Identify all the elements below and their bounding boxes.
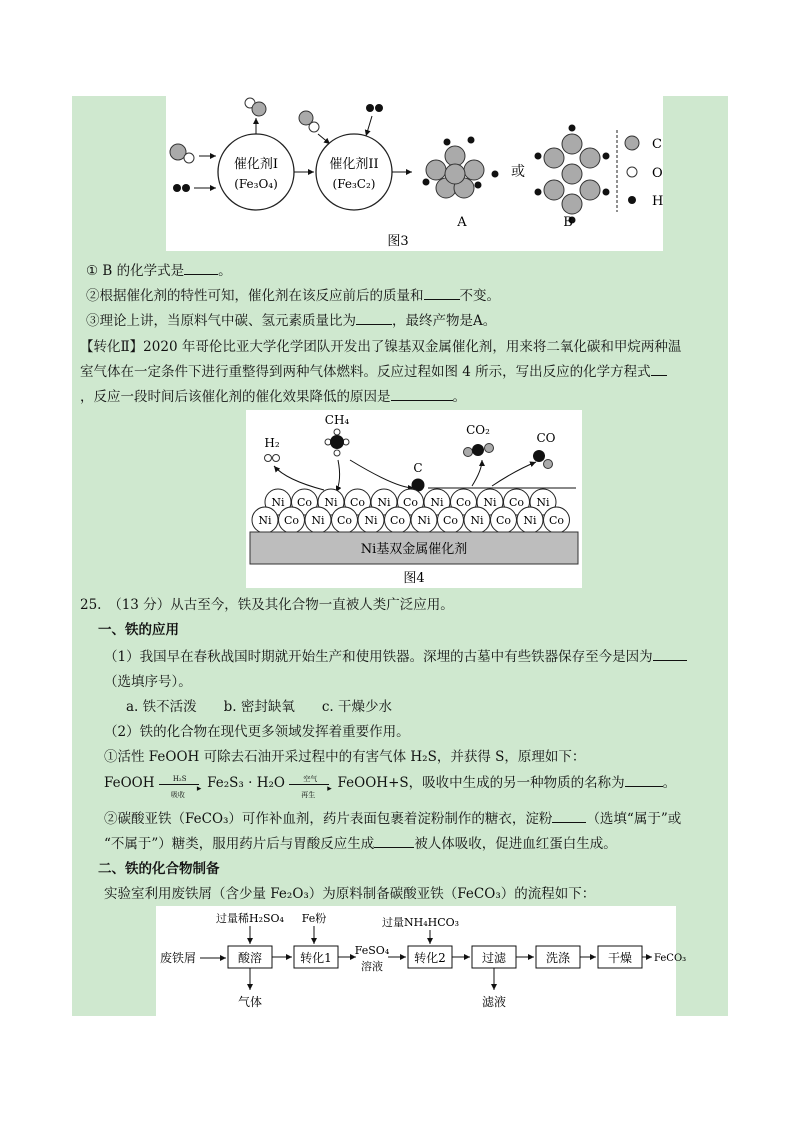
eq-fe2s3: Fe₂S₃ · H₂O bbox=[207, 775, 285, 791]
catalyst-atom-label-bottom-6: Ni bbox=[417, 514, 431, 527]
question-1-end: 。 bbox=[218, 263, 232, 279]
label-b: B bbox=[563, 215, 573, 230]
question-3 bbox=[86, 312, 496, 330]
eq-feooh: FeOOH bbox=[104, 775, 155, 791]
sub-question-1-text: （1）我国早在春秋战国时期就开始生产和使用铁器。深埋的古墓中有些铁器保存至今是因为 bbox=[104, 649, 653, 665]
answer-blank-reason[interactable] bbox=[391, 388, 453, 401]
catalyst-atom-label-top-0: Ni bbox=[271, 496, 285, 509]
catalyst-atom-label-top-1: Co bbox=[296, 496, 313, 509]
figure-3-caption: 图3 bbox=[387, 234, 409, 249]
flow-box-1-label: 酸溶 bbox=[237, 951, 263, 965]
sub-question-2-2-text-2: “不属于”）糖类，服用药片后与胃酸反应生成 bbox=[104, 836, 375, 852]
label-a: A bbox=[457, 215, 467, 230]
flow-box-4-label: 过滤 bbox=[481, 951, 507, 965]
catalyst-atom-label-top-9: Co bbox=[508, 496, 525, 509]
legend-o-label: O bbox=[652, 166, 663, 181]
flow-box-3-label: 转化2 bbox=[414, 951, 446, 965]
legend-c-icon bbox=[625, 136, 639, 150]
or-text: 或 bbox=[511, 164, 525, 180]
transformation-2-text-1: 【转化Ⅱ】2020 年哥伦比亚大学化学团队开发出了镍基双金属催化剂，用来将二氧化碳和甲烷两种温 bbox=[80, 339, 682, 355]
answer-blank-2[interactable] bbox=[424, 287, 460, 300]
ch4-label: CH₄ bbox=[324, 413, 350, 427]
co2-molecule bbox=[464, 444, 494, 457]
question-2-text: ②根据催化剂的特性可知，催化剂在该反应前后的质量和 bbox=[86, 288, 424, 304]
co-label: CO bbox=[536, 431, 556, 445]
figure-4-diagram bbox=[246, 410, 582, 588]
catalyst-atom-label-bottom-10: Ni bbox=[523, 514, 537, 527]
catalyst-atom-label-bottom-0: Ni bbox=[258, 514, 272, 527]
h2-label: H₂ bbox=[264, 436, 280, 450]
flow-diagram bbox=[156, 906, 687, 1016]
flow-mid-2: 溶液 bbox=[361, 960, 383, 973]
catalyst-1-circle bbox=[218, 134, 294, 210]
flow-start: 废铁屑 bbox=[160, 951, 197, 965]
catalyst-atom-label-top-3: Co bbox=[349, 496, 366, 509]
flow-reagent-1: 过量稀H₂SO₄ bbox=[216, 912, 284, 925]
transformation-2-text-3: ，反应一段时间后该催化剂的催化效果降低的原因是 bbox=[80, 389, 391, 405]
sub-question-2-2-text-2b: 被人体吸收，促进血红蛋白生成。 bbox=[414, 836, 617, 852]
sub-question-2-2-text-1b: （选填“属于”或 bbox=[586, 811, 682, 827]
molecule-a bbox=[423, 137, 499, 199]
co-molecule-output bbox=[245, 98, 266, 116]
eq-arrow-1-top: H₂S bbox=[172, 774, 187, 783]
legend-h-icon bbox=[628, 196, 636, 204]
flow-filtrate: 滤液 bbox=[481, 995, 507, 1009]
options-text: a. 铁不活泼 b. 密封缺氧 c. 干燥少水 bbox=[126, 699, 392, 715]
eq-arrow-2: 空气 ▸ 再生 bbox=[289, 777, 333, 791]
section-heading-2 bbox=[98, 860, 220, 878]
question-1 bbox=[86, 262, 232, 280]
catalyst-2-circle bbox=[316, 134, 392, 210]
answer-blank-equation[interactable] bbox=[651, 363, 667, 376]
question-2-end: 不变。 bbox=[459, 288, 500, 304]
catalyst-1-name: 催化剂I bbox=[233, 157, 279, 172]
section-heading-1-text: 一、铁的应用 bbox=[98, 622, 179, 638]
co-molecule-input-2 bbox=[299, 111, 319, 132]
preparation-intro-text: 实验室利用废铁屑（含少量 Fe₂O₃）为原料制备碳酸亚铁（FeCO₃）的流程如下： bbox=[104, 886, 596, 902]
flow-reagent-2: Fe粉 bbox=[301, 912, 327, 925]
h2-molecule-input-2 bbox=[366, 104, 383, 112]
sub-question-2-2-line-2 bbox=[104, 835, 617, 853]
eq-arrow-1: H₂S ▸ 吸收 bbox=[159, 777, 203, 791]
problem-25 bbox=[80, 596, 454, 614]
catalyst-atom-label-bottom-4: Ni bbox=[364, 514, 378, 527]
catalyst-atom-label-top-10: Ni bbox=[536, 496, 550, 509]
section-heading-1 bbox=[98, 621, 179, 639]
flow-box-5-label: 洗涤 bbox=[545, 951, 571, 965]
molecule-b bbox=[535, 125, 610, 224]
catalyst-2-formula: (Fe₃C₂) bbox=[332, 177, 376, 191]
sub-question-2 bbox=[104, 723, 410, 741]
sub-question-1-options bbox=[126, 698, 392, 716]
h2-molecule-input bbox=[173, 184, 190, 192]
catalyst-atom-label-bottom-7: Co bbox=[442, 514, 459, 527]
catalyst-atom-label-bottom-8: Ni bbox=[470, 514, 484, 527]
co-molecule bbox=[533, 450, 553, 469]
transformation-2-text-2: 室气体在一定条件下进行重整得到两种气体燃料。反应过程如图 4 所示，写出反应的化学方程式 bbox=[80, 364, 651, 380]
question-3-text: ③理论上讲，当原料气中碳、氢元素质量比为 bbox=[86, 313, 356, 329]
catalyst-atom-label-top-5: Co bbox=[402, 496, 419, 509]
eq-product: FeOOH+S bbox=[337, 775, 409, 791]
flow-reagent-3: 过量NH₄HCO₃ bbox=[382, 916, 460, 929]
catalyst-atom-label-top-8: Ni bbox=[483, 496, 497, 509]
eq-arrow-2-top: 空气 bbox=[303, 774, 318, 783]
figure-3 bbox=[166, 96, 663, 251]
transformation-2-line-1 bbox=[80, 338, 681, 356]
flow-product: FeCO₃ bbox=[654, 953, 687, 964]
transformation-2-line-2 bbox=[80, 363, 667, 381]
co2-label: CO₂ bbox=[466, 423, 490, 437]
legend-o-icon bbox=[627, 167, 637, 177]
eq-arrow-1-bottom: 吸收 bbox=[170, 790, 185, 799]
h2-molecule bbox=[265, 455, 280, 462]
catalyst-2-name: 催化剂II bbox=[329, 157, 379, 172]
sub-question-1-text-2: （选填序号）。 bbox=[104, 674, 192, 690]
sub-question-2-2-line-1 bbox=[104, 810, 681, 828]
catalyst-atom-label-top-6: Ni bbox=[430, 496, 444, 509]
question-2 bbox=[86, 287, 500, 305]
catalyst-1-formula: (Fe₃O₄) bbox=[234, 177, 278, 191]
catalyst-atom-label-top-7: Co bbox=[455, 496, 472, 509]
sub-question-2-2-text-1: ②碳酸亚铁（FeCO₃）可作补血剂，药片表面包裹着淀粉制作的糖衣，淀粉 bbox=[104, 811, 553, 827]
sub-question-2-text: （2）铁的化合物在现代更多领域发挥着重要作用。 bbox=[104, 724, 410, 740]
figure-4-caption: 图4 bbox=[403, 571, 425, 586]
catalyst-atom-label-bottom-5: Co bbox=[389, 514, 406, 527]
catalyst-atom-label-top-4: Ni bbox=[377, 496, 391, 509]
section-heading-2-text: 二、铁的化合物制备 bbox=[98, 861, 220, 877]
figure-4 bbox=[246, 410, 582, 588]
eq-question: ，吸收中生成的另一种物质的名称为 bbox=[408, 775, 625, 791]
problem-25-text: 25. （13 分）从古至今，铁及其化合物一直被人类广泛应用。 bbox=[80, 597, 454, 613]
ch4-molecule bbox=[325, 429, 349, 456]
question-3-end: ，最终产物是A。 bbox=[392, 313, 497, 329]
catalyst-atom-label-bottom-1: Co bbox=[283, 514, 300, 527]
catalyst-atom-label-bottom-9: Co bbox=[495, 514, 512, 527]
answer-blank-6[interactable] bbox=[552, 810, 586, 823]
c-label: C bbox=[413, 461, 423, 475]
co-molecule-input bbox=[170, 144, 194, 163]
legend-h-label: H bbox=[652, 194, 664, 209]
answer-blank-5[interactable] bbox=[625, 774, 663, 787]
reaction-equation bbox=[104, 774, 677, 799]
catalyst-atom-label-bottom-11: Co bbox=[548, 514, 565, 527]
catalyst-atom-label-top-2: Ni bbox=[324, 496, 338, 509]
sub-question-1-line-2 bbox=[104, 673, 192, 691]
answer-blank-7[interactable] bbox=[374, 835, 414, 848]
answer-blank-1[interactable] bbox=[184, 262, 218, 275]
legend-c-label: C bbox=[652, 137, 662, 152]
question-1-text: ① B 的化学式是 bbox=[86, 263, 185, 279]
eq-end: 。 bbox=[662, 775, 677, 791]
figure-3-diagram bbox=[166, 96, 663, 251]
answer-blank-4[interactable] bbox=[653, 648, 687, 661]
transformation-2-line-3 bbox=[80, 388, 466, 406]
sub-question-2-1-text: ①活性 FeOOH 可除去石油开采过程中的有害气体 H₂S，并获得 S，原理如下： bbox=[104, 749, 586, 765]
sub-question-2-1 bbox=[104, 748, 585, 766]
catalyst-base-label: Ni基双金属催化剂 bbox=[360, 542, 468, 557]
flow-box-6-label: 干燥 bbox=[607, 951, 633, 965]
catalyst-atom-layer bbox=[252, 489, 570, 533]
flow-diagram-svg bbox=[156, 906, 687, 1016]
flow-mid-1: FeSO₄ bbox=[354, 944, 390, 957]
flow-box-2-label: 转化1 bbox=[300, 951, 332, 965]
preparation-intro bbox=[104, 885, 595, 903]
catalyst-atom-label-bottom-2: Ni bbox=[311, 514, 325, 527]
answer-blank-3[interactable] bbox=[356, 312, 392, 325]
eq-arrow-2-bottom: 再生 bbox=[301, 790, 316, 799]
catalyst-atom-label-bottom-3: Co bbox=[336, 514, 353, 527]
sub-question-1-line-1 bbox=[104, 648, 687, 666]
flow-gas: 气体 bbox=[237, 995, 263, 1009]
transformation-2-end: 。 bbox=[452, 389, 466, 405]
